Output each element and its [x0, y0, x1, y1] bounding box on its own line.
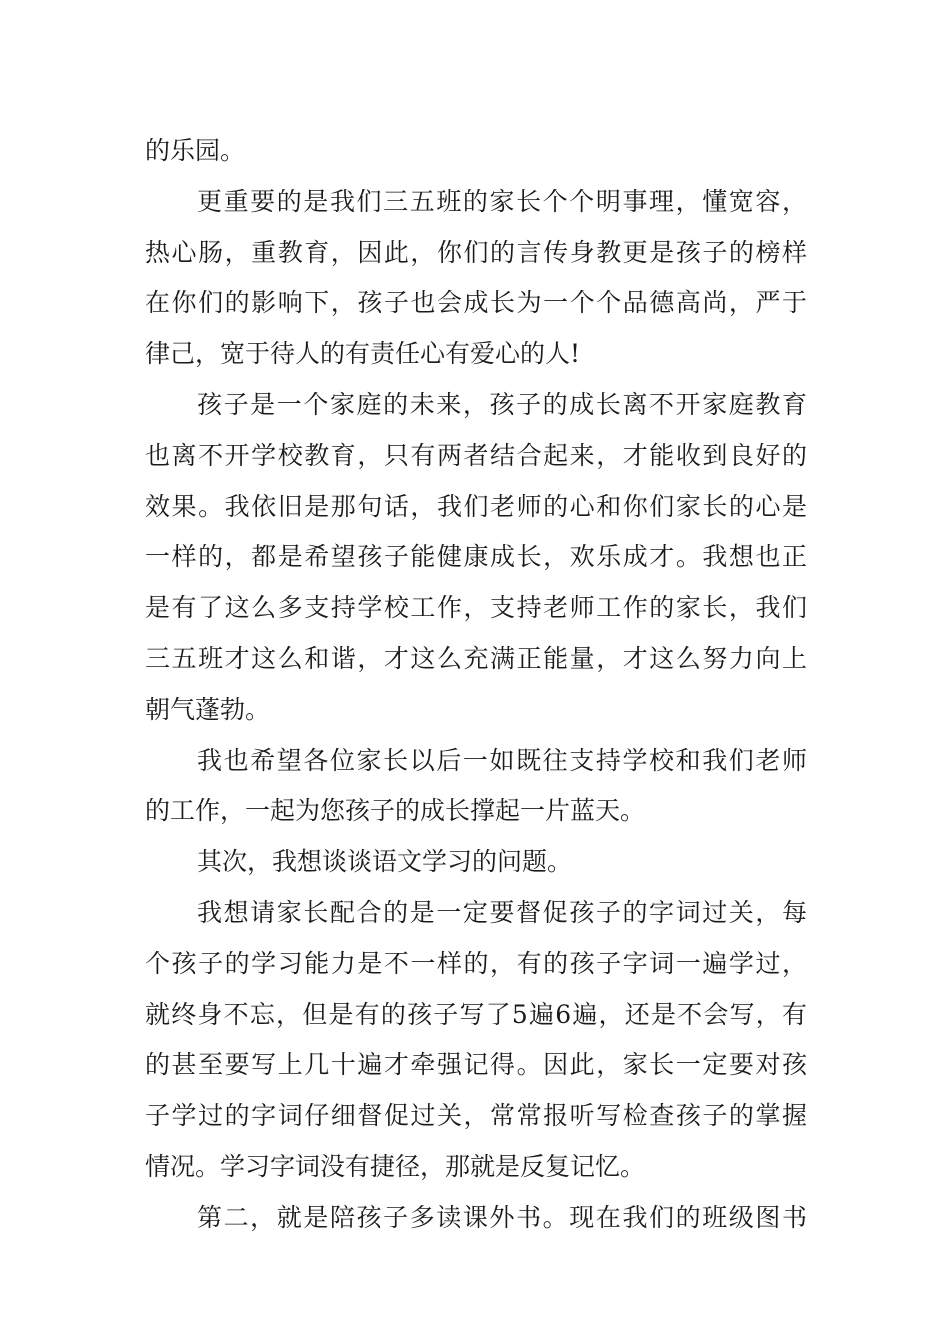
text-line: 就终身不忘，但是有的孩子写了5遍6遍，还是不会写，有 — [145, 999, 807, 1029]
paragraph-first-line: 更重要的是我们三五班的家长个个明事理，懂宽容， — [197, 186, 807, 216]
text-line: 个孩子的学习能力是不一样的，有的孩子字词一遍学过， — [145, 948, 807, 978]
paragraph-first-line: 孩子是一个家庭的未来，孩子的成长离不开家庭教育 — [197, 389, 807, 419]
text-line: 是有了这么多支持学校工作，支持老师工作的家长，我们 — [145, 593, 807, 623]
text-line: 朝气蓬勃。 — [145, 694, 271, 724]
document-body — [145, 126, 807, 1244]
text-line: 在你们的影响下，孩子也会成长为一个个品德高尚，严于 — [145, 288, 807, 318]
text-line: 律己，宽于待人的有责任心有爱心的人! — [145, 339, 581, 369]
text-line: 也离不开学校教育，只有两者结合起来，才能收到良好的 — [145, 440, 807, 470]
paragraph-first-line: 我也希望各位家长以后一如既往支持学校和我们老师 — [197, 745, 807, 775]
text-line: 热心肠，重教育，因此，你们的言传身教更是孩子的榜样 — [145, 237, 807, 267]
paragraph-first-line: 第二，就是陪孩子多读课外书。现在我们的班级图书 — [197, 1202, 807, 1232]
text-line: 一样的，都是希望孩子能健康成长，欢乐成才。我想也正 — [145, 542, 807, 572]
text-line: 的甚至要写上几十遍才牵强记得。因此，家长一定要对孩 — [145, 1050, 807, 1080]
text-line: 情况。学习字词没有捷径，那就是反复记忆。 — [145, 1151, 646, 1181]
text-line: 的工作，一起为您孩子的成长撑起一片蓝天。 — [145, 796, 646, 826]
paragraph-first-line: 其次，我想谈谈语文学习的问题。 — [197, 847, 573, 877]
paragraph-first-line: 我想请家长配合的是一定要督促孩子的字词过关，每 — [197, 897, 807, 927]
text-line: 子学过的字词仔细督促过关，常常报听写检查孩子的掌握 — [145, 1101, 807, 1131]
text-line: 三五班才这么和谐，才这么充满正能量，才这么努力向上 — [145, 643, 807, 673]
text-line: 的乐园。 — [145, 136, 246, 165]
text-line: 效果。我依旧是那句话，我们老师的心和你们家长的心是 — [145, 491, 807, 521]
